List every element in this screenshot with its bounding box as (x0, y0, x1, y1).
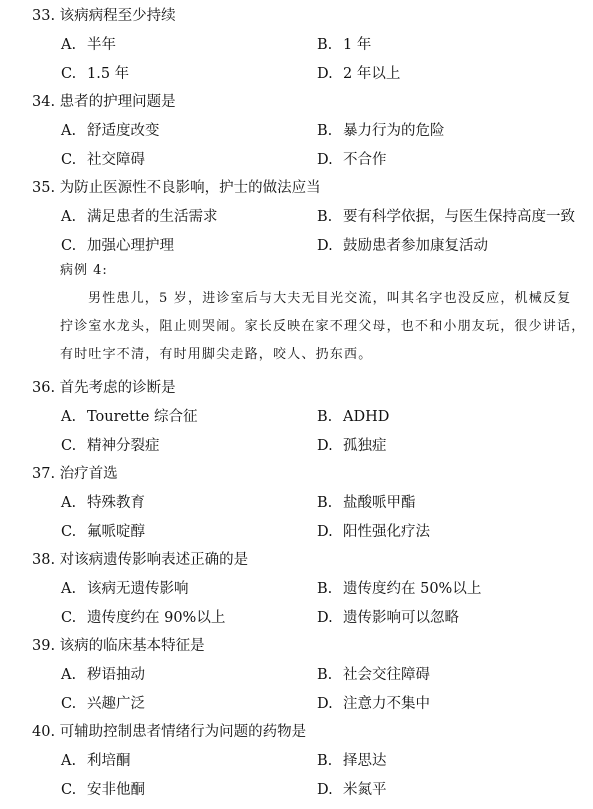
question-text: 患者的护理问题是 (59, 94, 176, 110)
option-letter: D. (317, 66, 333, 82)
option-d (317, 690, 430, 718)
option-b (317, 403, 389, 431)
option-a (61, 747, 131, 775)
option-text: ADHD (343, 409, 390, 425)
option-text: 米氮平 (343, 782, 387, 798)
option-letter: D. (317, 438, 333, 454)
option-text: 特殊教育 (87, 495, 145, 511)
option-a (61, 117, 160, 145)
option-text: 舒适度改变 (87, 123, 160, 139)
option-b (317, 31, 371, 59)
option-text: 暴力行为的危险 (343, 123, 445, 139)
question-text: 该病病程至少持续 (59, 8, 176, 24)
option-letter: B. (317, 409, 333, 425)
option-a (61, 489, 145, 517)
option-letter: A. (61, 667, 77, 683)
question-number: 35. (32, 180, 56, 196)
option-a (61, 575, 189, 603)
option-d (317, 146, 387, 174)
option-b (317, 575, 481, 603)
option-letter: C. (61, 610, 77, 626)
question-stem (32, 718, 306, 746)
option-letter: B. (317, 123, 333, 139)
option-text: 不合作 (343, 152, 387, 168)
option-letter: C. (61, 524, 77, 540)
question-number: 37. (32, 466, 56, 482)
option-text: 氟哌啶醇 (87, 524, 145, 540)
question-number: 34. (32, 94, 56, 110)
option-text: 半年 (87, 37, 116, 53)
question-text: 可辅助控制患者情绪行为问题的药物是 (59, 724, 307, 740)
question-text: 首先考虑的诊断是 (59, 380, 176, 396)
option-a (61, 203, 218, 231)
option-text: 遗传度约在 50%以上 (343, 581, 482, 597)
question-stem (32, 174, 321, 202)
option-letter: B. (317, 209, 333, 225)
question-stem (32, 2, 176, 30)
option-letter: B. (317, 753, 333, 769)
option-text: 盐酸哌甲酯 (343, 495, 416, 511)
option-b (317, 203, 575, 231)
question-stem (32, 546, 248, 574)
option-text: 1.5 年 (87, 66, 130, 82)
question-text: 为防止医源性不良影响，护士的做法应当 (59, 180, 321, 196)
question-stem (32, 374, 176, 402)
option-c (61, 518, 145, 546)
option-letter: D. (317, 238, 333, 254)
option-text: 兴趣广泛 (87, 696, 145, 712)
case-text-line: 拧诊室水龙头，阻止则哭闹。家长反映在家不理父母，也不和小朋友玩，很少讲话， (60, 319, 586, 334)
option-letter: C. (61, 696, 77, 712)
option-letter: A. (61, 37, 77, 53)
option-text: 1 年 (343, 37, 372, 53)
option-d (317, 432, 387, 460)
option-c (61, 60, 129, 88)
question-stem (32, 88, 176, 116)
option-c (61, 432, 160, 460)
option-text: 要有科学依据，与医生保持高度一致 (343, 209, 575, 225)
option-a (61, 661, 145, 689)
option-d (317, 232, 488, 260)
option-d (317, 604, 459, 632)
question-number: 33. (32, 8, 56, 24)
option-letter: D. (317, 696, 333, 712)
option-letter: C. (61, 238, 77, 254)
option-text: 社会交往障碍 (343, 667, 430, 683)
option-c (61, 146, 145, 174)
option-letter: D. (317, 152, 333, 168)
case-text-line: 有时吐字不清，有时用脚尖走路，咬人、扔东西。 (60, 347, 373, 362)
option-text: Tourette 综合征 (87, 409, 198, 425)
option-b (317, 117, 445, 145)
option-d (317, 60, 400, 88)
case-text-line: 男性患儿，5 岁，进诊室后与大夫无目光交流，叫其名字也没反应，机械反复 (88, 291, 572, 306)
option-d (317, 776, 387, 804)
option-text: 遗传度约在 90%以上 (87, 610, 226, 626)
option-letter: A. (61, 495, 77, 511)
option-text: 精神分裂症 (87, 438, 160, 454)
option-letter: A. (61, 123, 77, 139)
option-text: 秽语抽动 (87, 667, 145, 683)
question-text: 对该病遗传影响表述正确的是 (59, 552, 249, 568)
option-c (61, 604, 225, 632)
option-letter: B. (317, 495, 333, 511)
case-title: 病例 4: (60, 263, 108, 278)
option-d (317, 518, 430, 546)
option-text: 满足患者的生活需求 (87, 209, 218, 225)
option-text: 孤独症 (343, 438, 387, 454)
question-number: 38. (32, 552, 56, 568)
option-letter: C. (61, 438, 77, 454)
option-b (317, 661, 430, 689)
option-a (61, 403, 197, 431)
question-number: 36. (32, 380, 56, 396)
option-text: 利培酮 (87, 753, 131, 769)
option-text: 加强心理护理 (87, 238, 174, 254)
option-text: 鼓励患者参加康复活动 (343, 238, 488, 254)
option-letter: A. (61, 753, 77, 769)
option-text: 社交障碍 (87, 152, 145, 168)
option-letter: A. (61, 581, 77, 597)
option-letter: A. (61, 209, 77, 225)
option-text: 阳性强化疗法 (343, 524, 430, 540)
option-letter: B. (317, 581, 333, 597)
question-number: 40. (32, 724, 56, 740)
option-letter: C. (61, 66, 77, 82)
option-letter: B. (317, 37, 333, 53)
question-stem (32, 632, 205, 660)
option-text: 注意力不集中 (343, 696, 430, 712)
option-letter: D. (317, 782, 333, 798)
question-number: 39. (32, 638, 56, 654)
option-a (61, 31, 116, 59)
option-letter: C. (61, 782, 77, 798)
option-letter: D. (317, 524, 333, 540)
option-c (61, 232, 174, 260)
option-text: 2 年以上 (343, 66, 401, 82)
option-b (317, 489, 416, 517)
question-stem (32, 460, 118, 488)
option-c (61, 690, 145, 718)
option-text: 择思达 (343, 753, 387, 769)
option-text: 遗传影响可以忽略 (343, 610, 459, 626)
option-letter: C. (61, 152, 77, 168)
option-b (317, 747, 387, 775)
option-letter: D. (317, 610, 333, 626)
option-letter: B. (317, 667, 333, 683)
question-text: 治疗首选 (59, 466, 118, 482)
question-text: 该病的临床基本特征是 (59, 638, 205, 654)
option-c (61, 776, 145, 804)
option-letter: A. (61, 409, 77, 425)
option-text: 安非他酮 (87, 782, 145, 798)
option-text: 该病无遗传影响 (87, 581, 189, 597)
